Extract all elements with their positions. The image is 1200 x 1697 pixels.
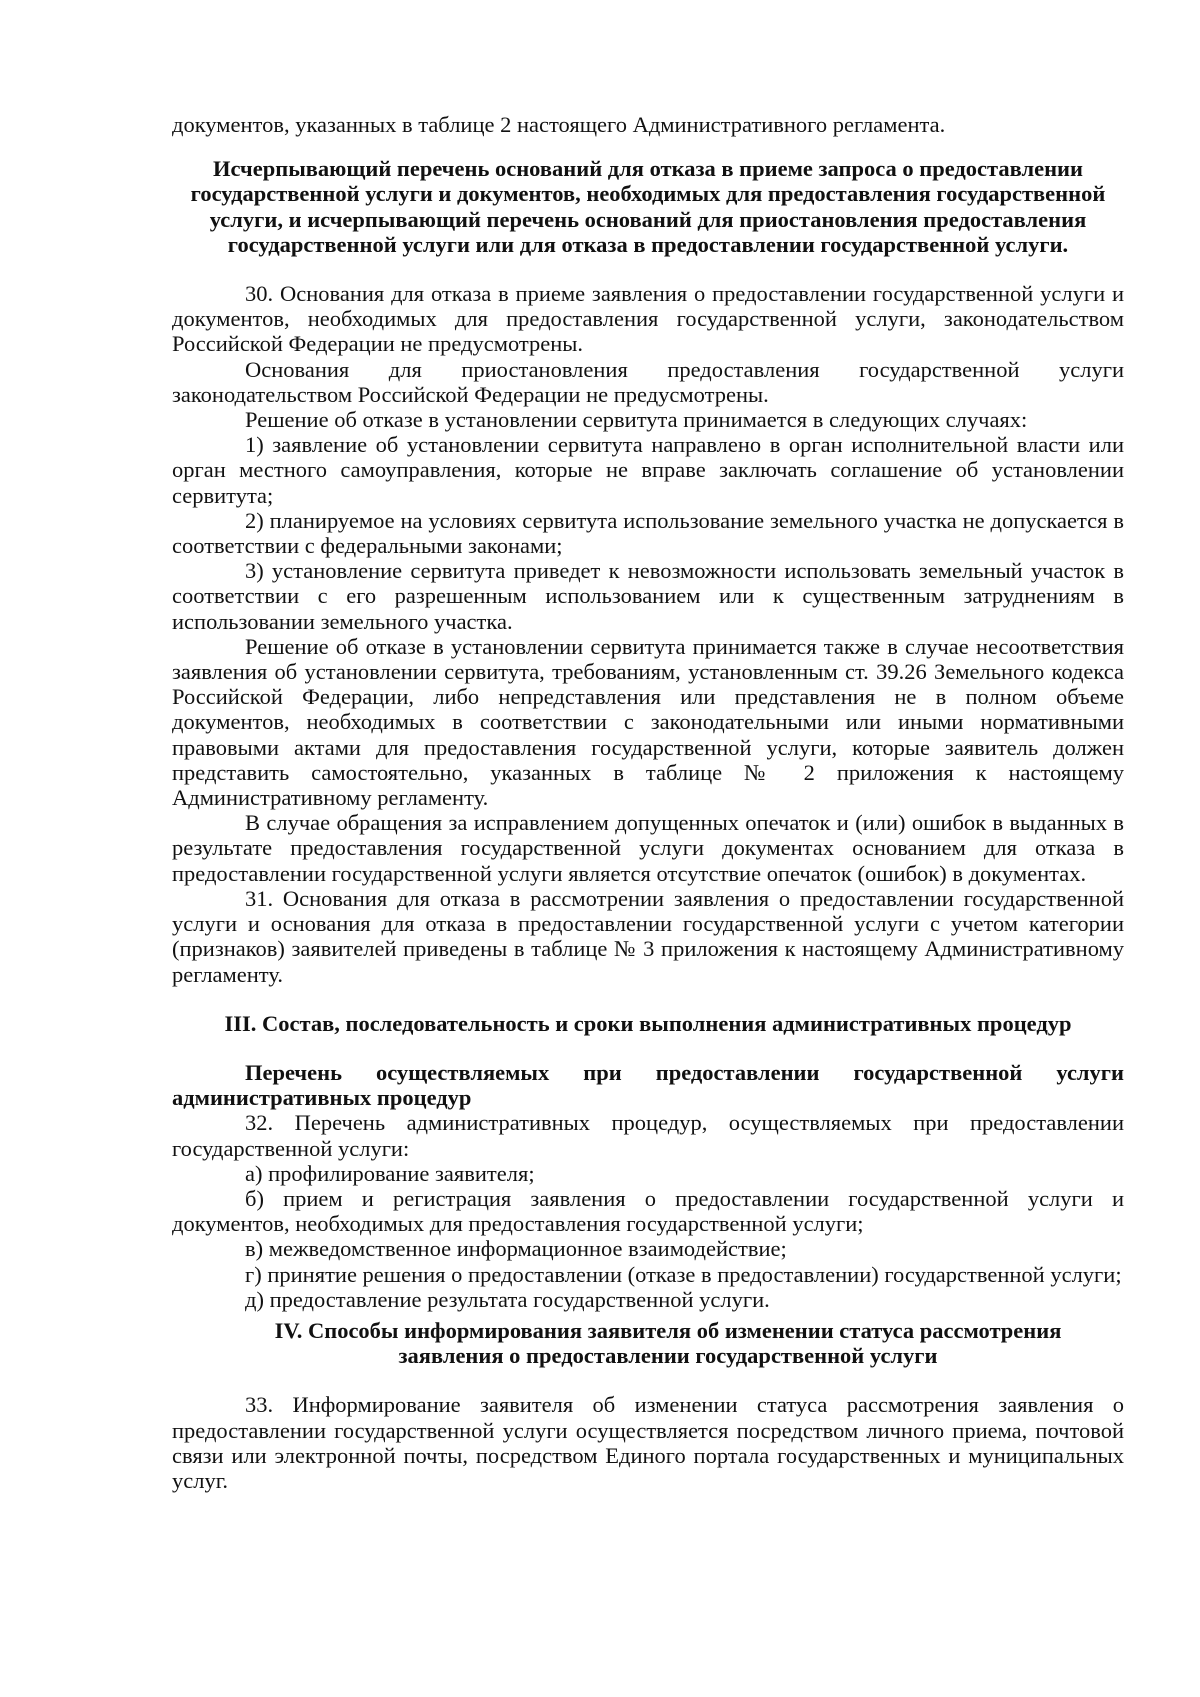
list-item-32-d: д) предоставление результата государственной услуги.: [245, 1286, 770, 1312]
paragraph-30: 30. Основания для отказа в приеме заявления о предоставлении государственной услуги и документов, необходимых для предоставления государственной услуги, законодательством Российской Федерации не предусмотрены.: [172, 281, 1124, 357]
document-page: [172, 112, 1124, 1493]
paragraph-31: 31. Основания для отказа в рассмотрении заявления о предоставлении государственной услуги и основания для отказа в предоставлении государственной услуги с учетом категории (признаков) заявителей приведены в таблице № 3 приложения к настоящему Административному регламенту.: [172, 885, 1124, 987]
list-item-30-1: 1) заявление об установлении сервитута направлено в орган исполнительной власти или орган местного самоуправления, которые не вправе заключать соглашение об установлении сервитута;: [172, 432, 1124, 508]
list-item-30-3: 3) установление сервитута приведет к невозможности использовать земельный участок в соответствии с его разрешенным использованием или к существенным затруднениям в использовании земельного участка.: [172, 558, 1124, 634]
section-heading-3: III. Состав, последовательность и сроки выполнения административных процедур: [224, 1010, 1072, 1036]
subheading-procedures: Перечень осуществляемых при предоставлении государственной услуги административных процедур: [172, 1059, 1124, 1111]
list-item-30-2: 2) планируемое на условиях сервитута использование земельного участка не допускается в соответствии с федеральными законами;: [172, 507, 1124, 559]
paragraph-30-refusal-cases: Решение об отказе в установлении сервитута принимается в следующих случаях:: [245, 407, 1028, 433]
paragraph-30-suspension: Основания для приостановления предоставления государственной услуги законодательством Российской Федерации не предусмотрены.: [172, 356, 1124, 407]
list-item-32-g: г) принятие решения о предоставлении (отказе в предоставлении) государственной услуги;: [245, 1261, 1122, 1287]
paragraph-32: 32. Перечень административных процедур, осуществляемых при предоставлении государственной услуги:: [172, 1110, 1124, 1161]
list-item-32-v: в) межведомственное информационное взаимодействие;: [245, 1236, 787, 1262]
paragraph-30-also: Решение об отказе в установлении сервитута принимается также в случае несоответствия заявления об установлении сервитута, требованиям, установленным ст. 39.26 Земельного кодекса Российской Федерации, либо непредставления или представления не в полном объеме документов, необходимых в соответствии с законодательными или иными нормативными правовыми актами для предоставления государственной услуги, которые заявитель должен представить самостоятельно, указанных в таблице № 2 приложения к настоящему Административному регламенту.: [172, 633, 1124, 811]
section-heading-4: IV. Способы информирования заявителя об изменении статуса рассмотрения заявления о предоставлении государственной услуги: [274, 1317, 1062, 1369]
heading-refusal-grounds: Исчерпывающий перечень оснований для отказа в приеме запроса о предоставлении государственной услуги и документов, необходимых для предоставления государственной услуги, и исчерпывающий перечень оснований для приостановления предоставления государственной услуги или для отказа в предоставлении государственной услуги.: [190, 156, 1106, 257]
paragraph-intro: документов, указанных в таблице 2 настоящего Административного регламента.: [172, 112, 946, 137]
list-item-32-b: б) прием и регистрация заявления о предоставлении государственной услуги и документов, необходимых для предоставления государственной услуги;: [172, 1185, 1124, 1237]
list-item-32-a: а) профилирование заявителя;: [245, 1160, 535, 1186]
paragraph-30-errors: В случае обращения за исправлением допущенных опечаток и (или) ошибок в выданных в результате предоставления государственной услуги документах основанием для отказа в предоставлении государственной услуги является отсутствие опечаток (ошибок) в документах.: [172, 810, 1124, 886]
paragraph-33: 33. Информирование заявителя об изменении статуса рассмотрения заявления о предоставлении государственной услуги осуществляется посредством личного приема, почтовой связи или электронной почты, посредством Единого портала государственных и муниципальных услуг.: [172, 1392, 1124, 1493]
